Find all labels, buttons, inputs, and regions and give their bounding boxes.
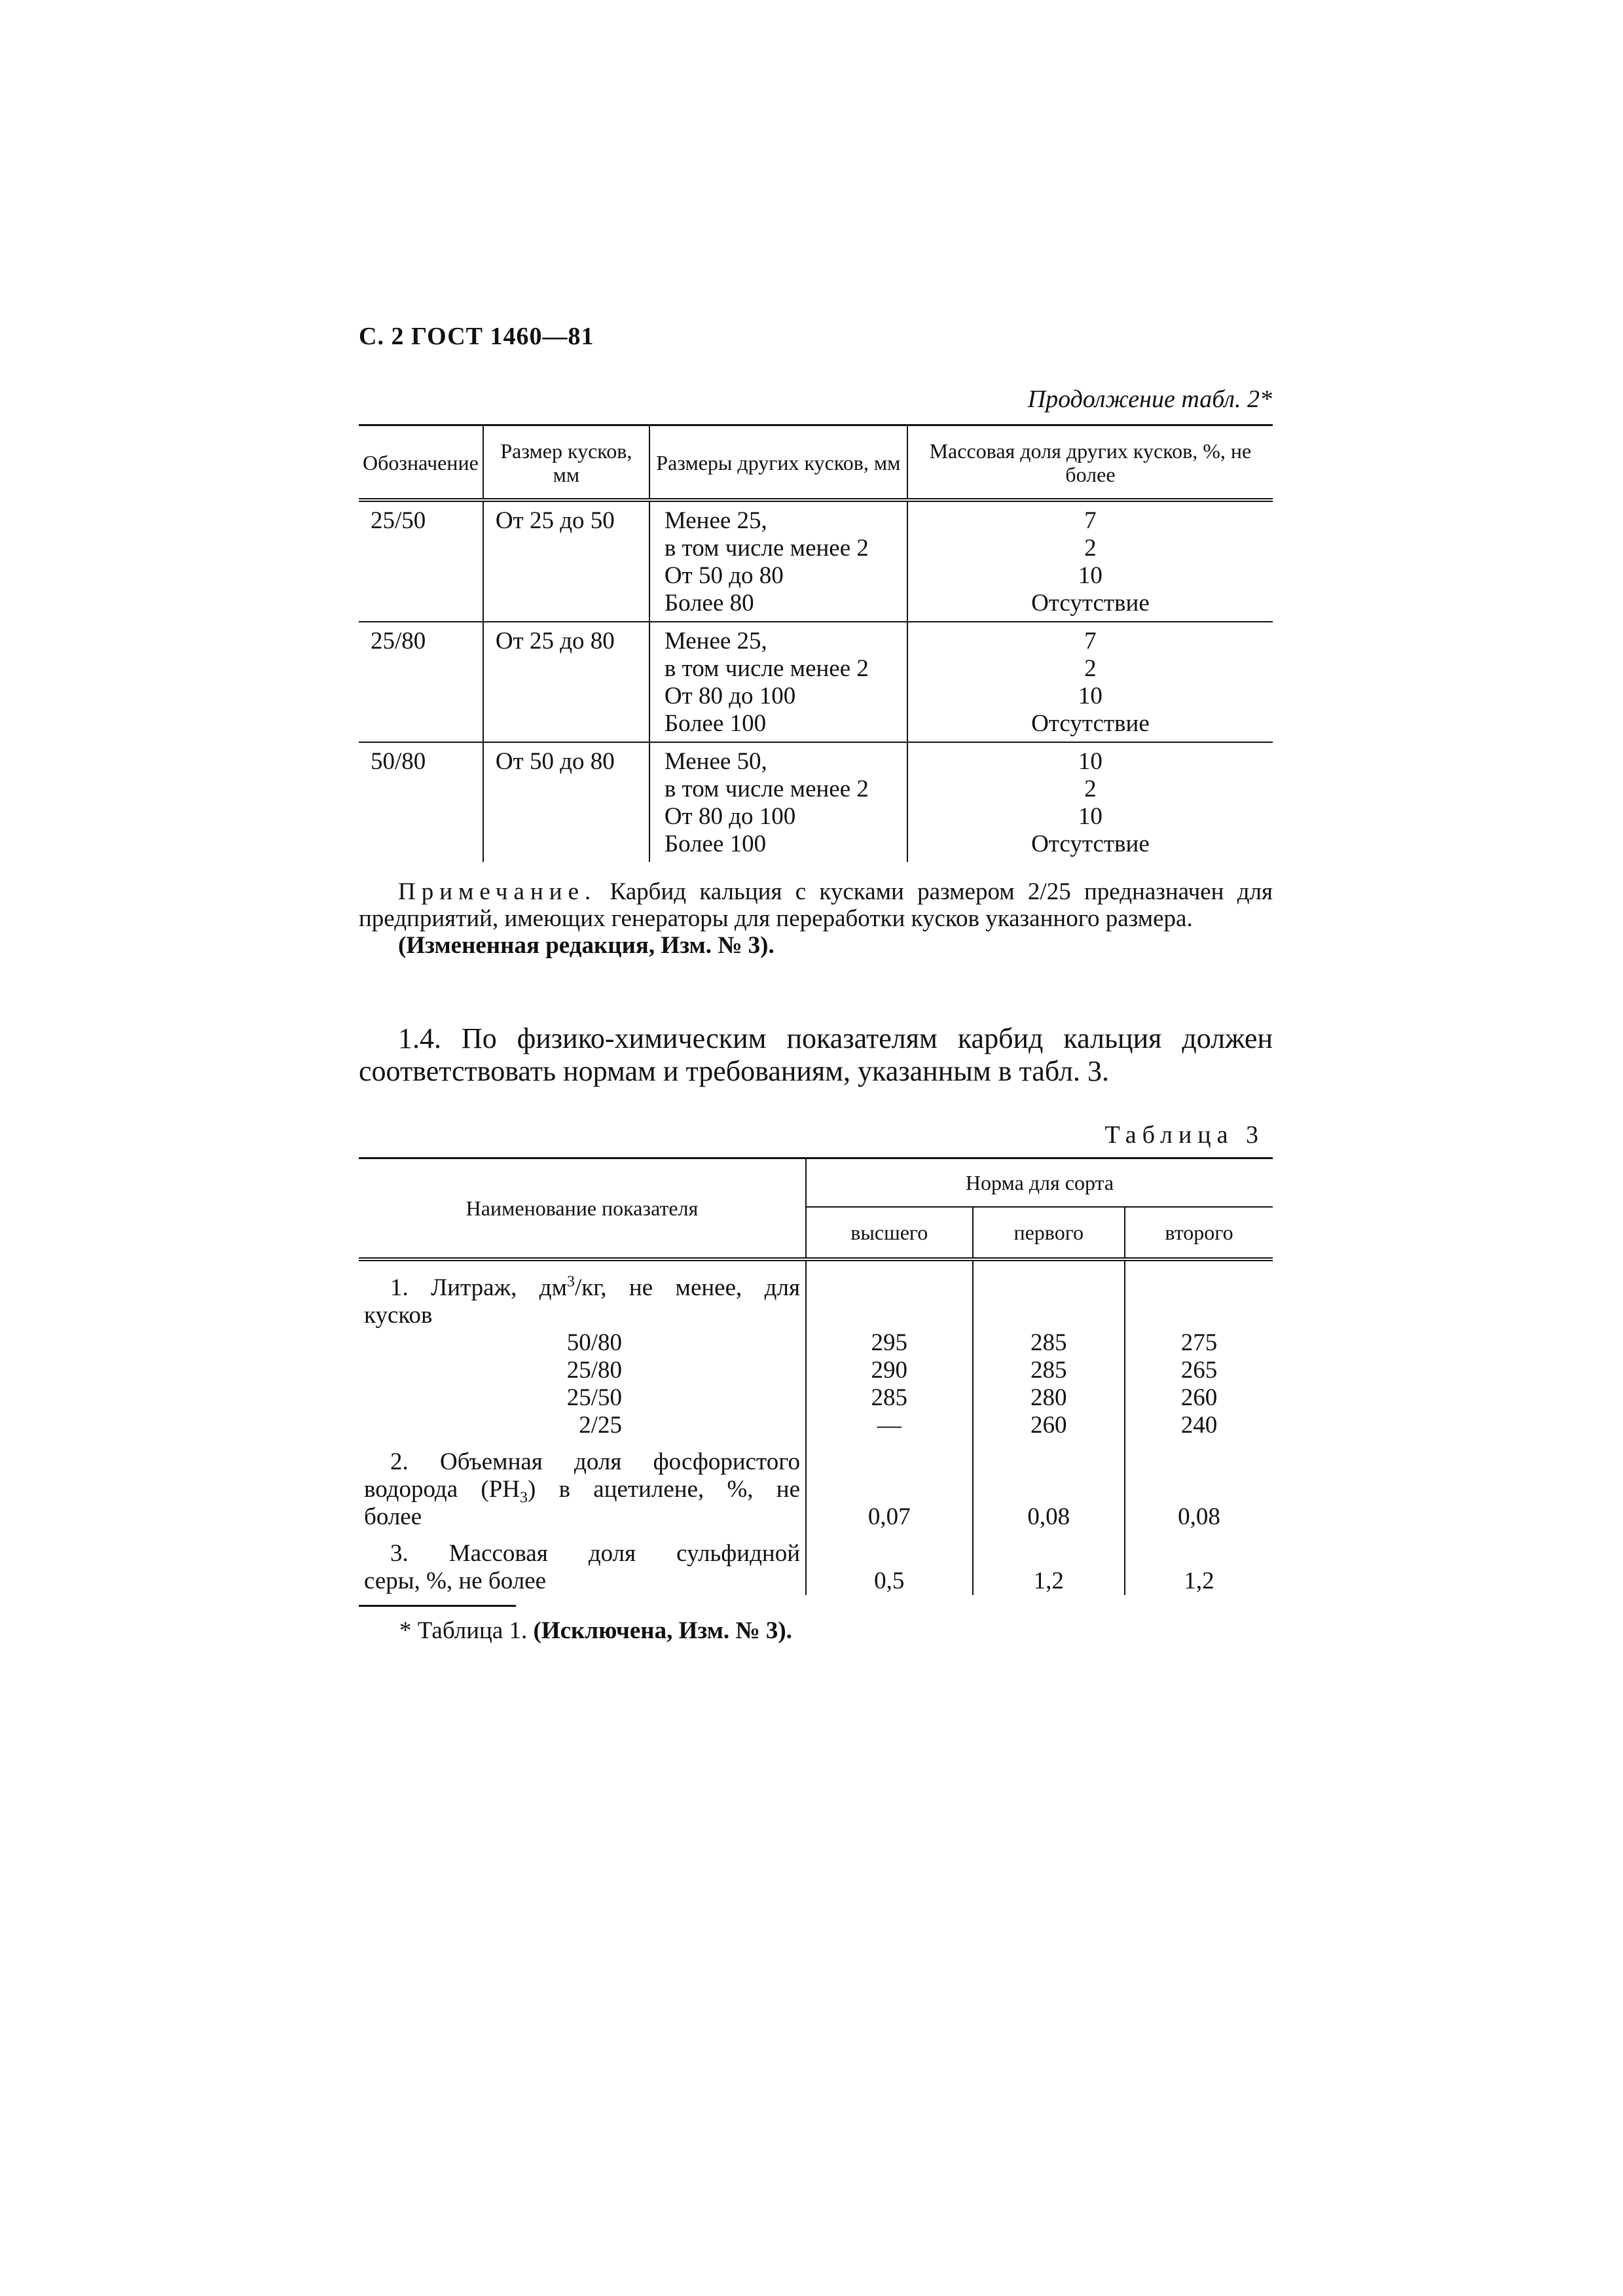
col-header-other-sizes: Размеры других кусков, мм [649,425,907,501]
table-row [359,1259,1273,1329]
footnote [399,1617,792,1645]
table3-caption: Таблица 3 [1104,1121,1264,1149]
index-name-line: серы, %, не более [364,1568,547,1594]
other-size-line: От 50 до 80 [664,562,784,589]
table-row [359,1412,1273,1439]
index-name-line: более [364,1503,422,1530]
col-header-size: Размер кусков, мм [483,425,649,501]
value-cell: 0,07 [806,1439,973,1531]
value-cell: 265 [1125,1357,1273,1384]
table-3 [359,1157,1273,1595]
fraction-line: Отсутствие [1031,590,1150,617]
page-header: С. 2 ГОСТ 1460—81 [359,323,594,350]
other-sizes-cell [649,500,907,622]
value-cell: 280 [973,1384,1125,1412]
index-name-cell [359,1531,806,1595]
table-row [359,622,1273,742]
value-cell: 0,5 [806,1531,973,1595]
other-size-line: в том числе менее 2 [664,776,869,802]
value-cell: 0,08 [973,1439,1125,1531]
empty-cell [1125,1259,1273,1329]
size-cell: От 25 до 80 [483,622,649,742]
size-cell: От 50 до 80 [483,742,649,862]
table-row [359,1357,1273,1384]
fraction-line: 10 [1078,683,1103,709]
clause-1-4: 1.4. По физико-химическим показателям карбид кальция должен соответствовать нормам и требованиям, указанным в табл. 3. [359,1022,1273,1087]
index-name-line: 1. Литраж, $дм^3/кг$, не менее, для [390,1273,800,1301]
other-size-line: Более 100 [664,710,767,737]
col-header-grade-highest: высшего [806,1207,973,1259]
table-row [359,1329,1273,1357]
value-cell: 285 [973,1329,1125,1357]
fraction-line: Отсутствие [1031,710,1150,737]
other-size-line: От 80 до 100 [664,803,796,830]
value-cell: 240 [1125,1412,1273,1439]
other-size-line: Более 80 [664,590,754,617]
fraction-line: 2 [1084,535,1097,562]
fraction-line: 10 [1078,803,1103,830]
fraction-line: Отсутствие [1031,831,1150,857]
note-label: Примечание. [398,878,597,905]
value-cell: 285 [973,1357,1125,1384]
other-sizes-cell [649,742,907,862]
value-cell: 1,2 [973,1531,1125,1595]
value-cell: 0,08 [1125,1439,1273,1531]
index-name-cell [359,1259,806,1329]
designation-cell: 50/80 [359,742,483,862]
fraction-cell [907,742,1273,862]
col-header-grade-norm: Норма для сорта [806,1158,1273,1208]
index-name-line: кусков [364,1302,433,1329]
index-name-line: 2. Объемная доля фосфористого [390,1448,800,1475]
note-text: Карбид кальция с кусками размером 2/25 предназначен для предприятий, имеющих генераторы для переработки кусков указанного размера. [359,878,1273,932]
value-cell: 295 [806,1329,973,1357]
footnote-divider [359,1605,516,1607]
fraction-line: 7 [1084,507,1097,534]
fraction-line: 10 [1078,748,1103,775]
table-row [359,500,1273,622]
value-cell: 260 [973,1412,1125,1439]
footnote-amendment: (Исключена, Изм. № 3). [533,1617,792,1644]
other-size-line: в том числе менее 2 [664,535,869,562]
col-header-index-name: Наименование показателя [359,1158,806,1260]
size-label-cell: 25/80 [566,1357,622,1384]
amendment-note: (Измененная редакция, Изм. № 3). [398,932,775,959]
other-size-line: в том числе менее 2 [664,655,869,682]
fraction-line: 7 [1084,628,1097,655]
empty-cell [806,1259,973,1329]
size-cell: От 25 до 50 [483,500,649,622]
col-header-grade-second: второго [1125,1207,1273,1259]
table2-note [359,878,1273,959]
other-size-line: Менее 25, [664,507,767,534]
value-cell: 290 [806,1357,973,1384]
designation-cell: 25/80 [359,622,483,742]
value-cell: 260 [1125,1384,1273,1412]
empty-cell [973,1259,1125,1329]
fraction-cell [907,500,1273,622]
fraction-line: 10 [1078,562,1103,589]
value-cell: — [806,1412,973,1439]
col-header-designation: Обозначение [359,425,483,501]
size-label-cell: 25/50 [566,1384,622,1411]
table-2 [359,424,1273,862]
fraction-line: 2 [1084,776,1097,802]
other-size-line: Более 100 [664,831,767,857]
other-size-line: Менее 25, [664,628,767,655]
fraction-cell [907,622,1273,742]
table-row [359,1531,1273,1595]
value-cell: 1,2 [1125,1531,1273,1595]
other-size-line: Менее 50, [664,748,767,775]
value-cell: 285 [806,1384,973,1412]
table-row [359,742,1273,862]
table-row [359,1384,1273,1412]
index-name-line: водорода $(PH_3)$ в ацетилене, %, не [364,1476,801,1507]
other-sizes-cell [649,622,907,742]
note-paragraph [359,878,1273,932]
designation-cell: 25/50 [371,507,426,534]
col-header-mass-fraction: Массовая доля других кусков, %, не более [907,425,1273,501]
fraction-line: 2 [1084,655,1097,682]
other-size-line: От 80 до 100 [664,683,796,709]
size-label-cell: 50/80 [566,1329,622,1356]
index-name-line: 3. Массовая доля сульфидной [390,1540,800,1567]
table-row [359,1439,1273,1531]
footnote-text: * Таблица 1. [399,1617,528,1644]
col-header-grade-first: первого [973,1207,1125,1259]
index-name-cell [359,1439,806,1531]
value-cell: 275 [1125,1329,1273,1357]
size-label-cell: 2/25 [579,1412,622,1439]
table2-caption: Продолжение табл. 2* [1027,386,1272,413]
